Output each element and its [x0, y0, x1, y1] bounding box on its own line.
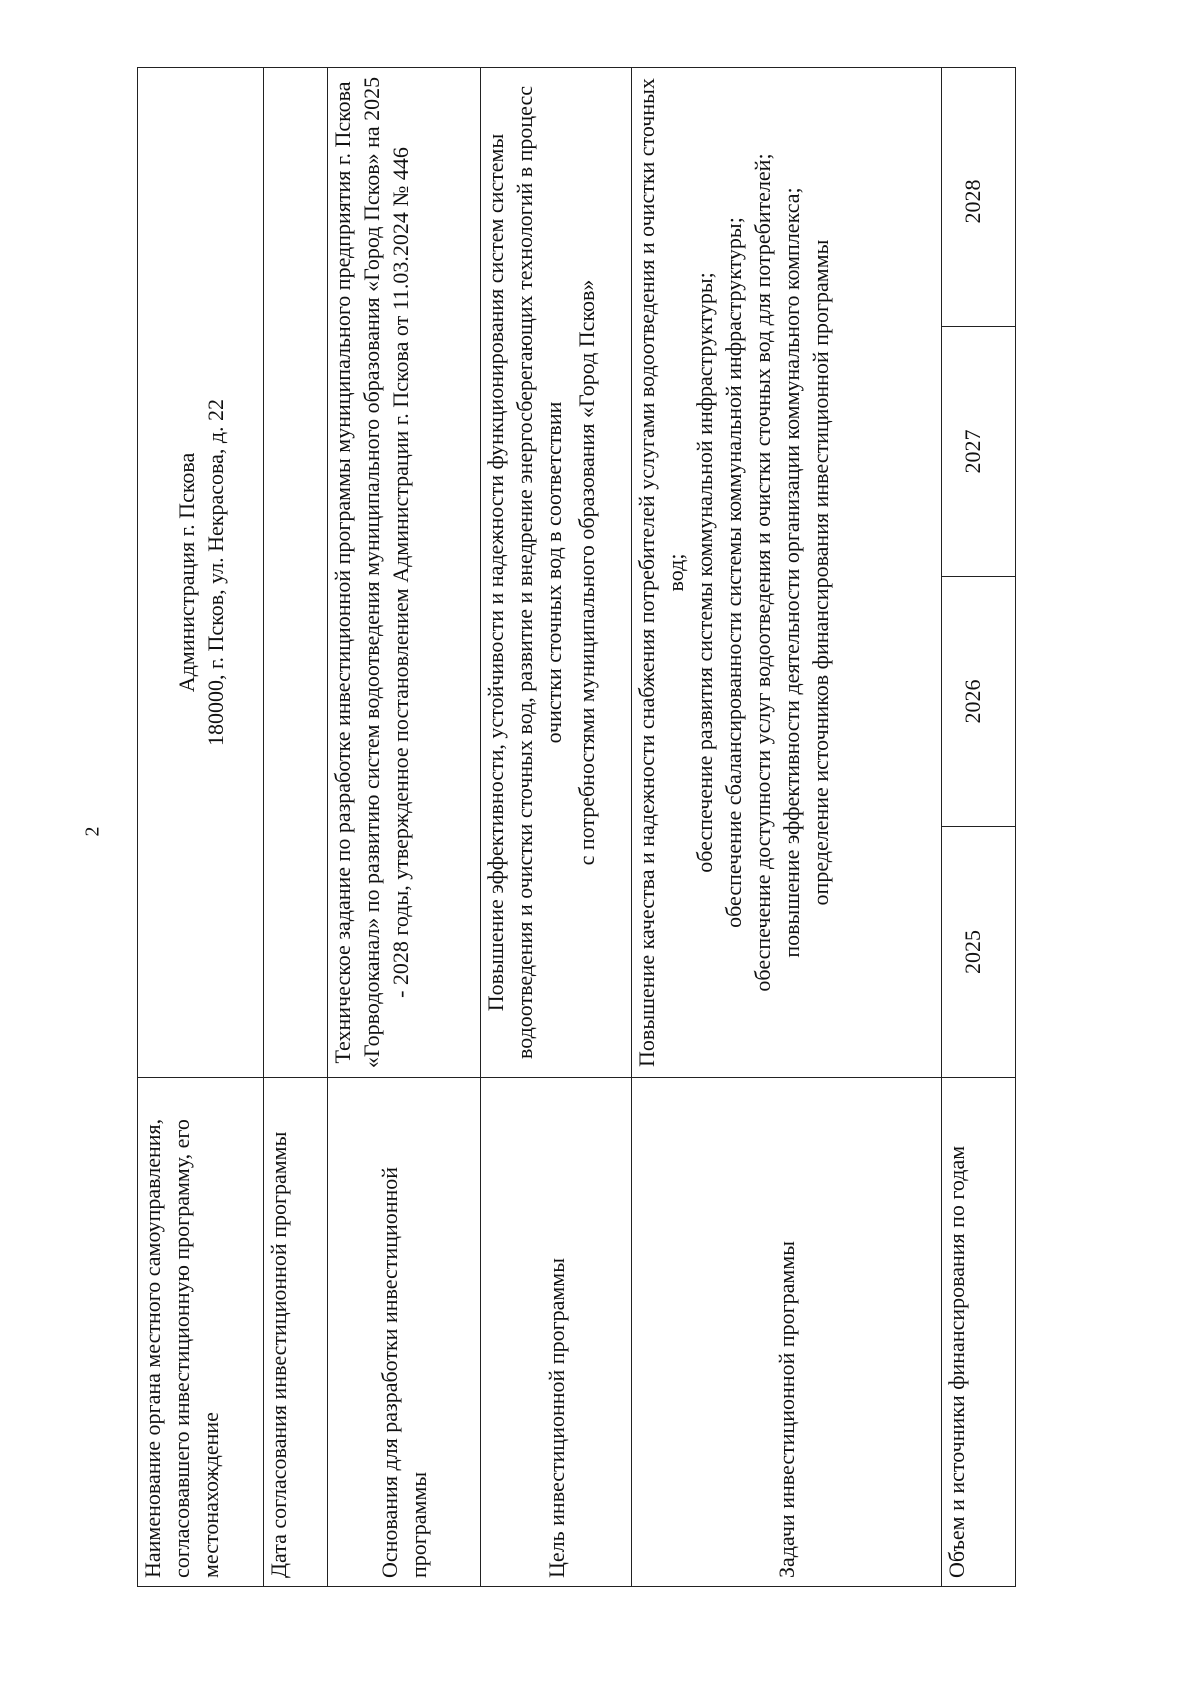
task-item: обеспечение развития системы коммунальной инфраструктуры;	[692, 272, 717, 873]
approving-body-name: Администрация г. Пскова	[173, 452, 199, 693]
label-goal-text: Цель инвестиционной программы	[543, 1258, 569, 1578]
task-item: повышение эффективности деятельности организации коммунального комплекса;	[779, 187, 804, 958]
label-basis	[328, 1078, 481, 1587]
value-approving-body	[138, 68, 264, 1078]
value-approval-date	[264, 68, 328, 1078]
year-2025: 2025	[960, 930, 985, 974]
task-item: обеспечение доступности услуг водоотведения и очистки сточных вод для потребителей;	[750, 153, 775, 992]
value-basis: Техническое задание по разработке инвестиционной программы муниципального предприятия г. Пскова «Горводоканал» по развитию систем водоотведения муниципального образования «Город Псков» на 2025 - 2028 годы, утвержденное постановлением Администрации г. Пскова от 11.03.2024 № 446	[328, 68, 481, 1078]
value-tasks	[632, 68, 942, 1078]
task-item: определение источников финансирования инвестиционной программы	[808, 239, 833, 906]
goal-text: Повышение эффективности, устойчивости и надежности функционирования систем системы водоотведения и очистки сточных вод, развитие и внедрение энергосберегающих технологий в процесс очистки сточных вод в соответствии	[483, 85, 566, 1060]
financing-years	[942, 68, 1016, 1078]
year-2026: 2026	[942, 577, 1015, 827]
table-row-approving-body	[138, 68, 264, 1587]
investment-program-passport	[137, 67, 1015, 1587]
label-tasks-text: Задачи инвестиционной программы	[774, 1240, 799, 1578]
label-approval-date: Дата согласования инвестиционной программы	[264, 1078, 328, 1587]
task-item: Повышение качества и надежности снабжения потребителей услугами водоотведения и очистки сточных вод;	[634, 78, 688, 1067]
table-row-tasks	[632, 68, 942, 1587]
table-row-financing	[942, 68, 1016, 1587]
task-item: обеспечение сбалансированности системы коммунальной инфраструктуры;	[721, 217, 746, 928]
table-row-goal	[481, 68, 632, 1587]
page-number: 2	[81, 826, 104, 837]
goal-text-end: с потребностями муниципального образования «Город Псков»	[574, 279, 599, 866]
label-tasks	[632, 1078, 942, 1587]
year-2027: 2027	[942, 327, 1015, 577]
year-2028: 2028	[942, 77, 1015, 327]
table-row-approval-date	[264, 68, 328, 1587]
value-goal	[481, 68, 632, 1078]
table-row-basis	[328, 68, 481, 1587]
label-goal	[481, 1078, 632, 1587]
label-basis-text: Основания для разработки инвестиционной программы	[377, 1166, 431, 1578]
approving-body-address: 180000, г. Псков, ул. Некрасова, д. 22	[202, 398, 228, 747]
label-financing: Объем и источники финансирования по годам	[942, 1078, 1016, 1587]
passport-table	[137, 67, 1016, 1587]
label-approving-body: Наименование органа местного самоуправления, согласовавшего инвестиционную программу, его местонахождение	[138, 1078, 264, 1587]
